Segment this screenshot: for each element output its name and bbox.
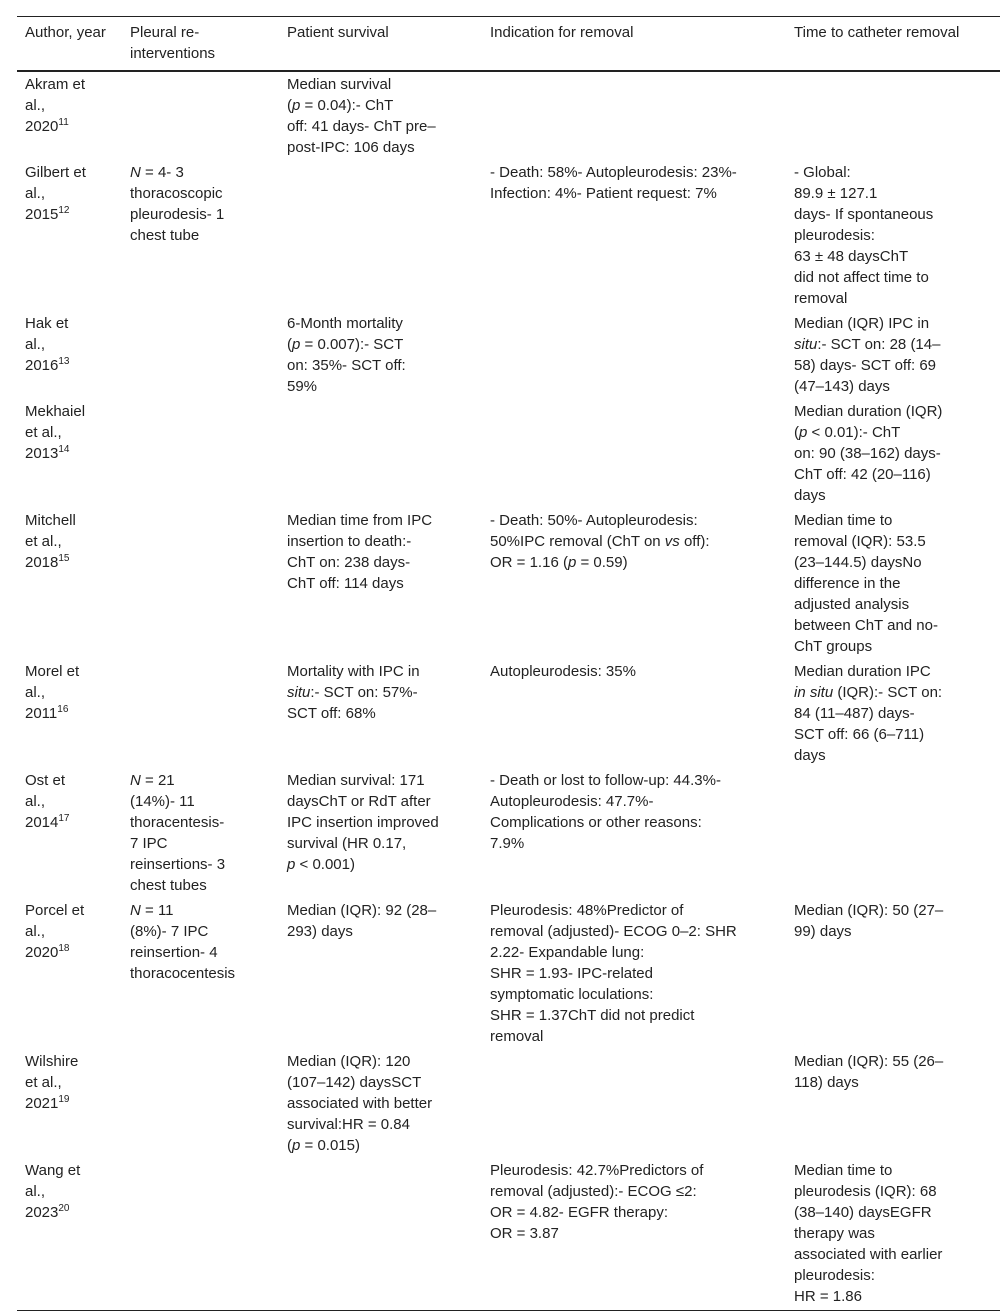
cell-line: 99) days xyxy=(794,923,852,940)
table-row xyxy=(17,399,1000,508)
cell-line: Median survival xyxy=(287,76,392,93)
cell-line: Median (IQR): 92 (28– xyxy=(287,902,437,919)
cell-time-to-catheter-removal xyxy=(786,311,1000,399)
cell-indication-for-removal xyxy=(482,508,786,659)
cell-line: reinsertion- 4 xyxy=(130,944,218,961)
cell-line: adjusted analysis xyxy=(794,596,910,613)
cell-line: (8%)- 7 IPC xyxy=(130,923,209,940)
cell-line: (p = 0.04):- ChT xyxy=(287,97,394,114)
header-patient-survival: Patient survival xyxy=(279,17,482,72)
cell-time-to-catheter-removal xyxy=(786,1049,1000,1158)
author-line xyxy=(25,921,114,942)
reference-number: 18 xyxy=(58,943,70,954)
cell-line: - Death: 58%- Autopleurodesis: 23%- xyxy=(490,164,737,181)
cell-line: SHR = 1.37ChT did not predict xyxy=(490,1007,695,1024)
author-line xyxy=(25,552,114,573)
cell-time-to-catheter-removal xyxy=(786,1158,1000,1311)
author-text: Gilbert et xyxy=(25,164,86,181)
table-row xyxy=(17,71,1000,160)
cell-line: (p = 0.015) xyxy=(287,1137,360,1154)
author-text: 2021 xyxy=(25,1095,59,1112)
cell-line: removal (IQR): 53.5 xyxy=(794,533,926,550)
reference-number: 11 xyxy=(58,117,69,128)
cell-pleural-reinterventions xyxy=(122,1158,279,1311)
cell-line: on: 35%- SCT off: xyxy=(287,357,406,374)
author-text: Wilshire xyxy=(25,1053,79,1070)
cell-line: situ:- SCT on: 57%- xyxy=(287,684,418,701)
cell-pleural-reinterventions xyxy=(122,659,279,768)
cell-patient-survival xyxy=(279,399,482,508)
cell-line: chest tubes xyxy=(130,877,207,894)
table-row xyxy=(17,1158,1000,1311)
cell-line: in situ (IQR):- SCT on: xyxy=(794,684,943,701)
author-line xyxy=(25,1051,114,1072)
reference-number: 14 xyxy=(58,444,70,455)
reference-number: 20 xyxy=(58,1203,70,1214)
cell-line: 89.9 ± 127.1 xyxy=(794,185,878,202)
cell-line: symptomatic loculations: xyxy=(490,986,654,1003)
cell-line: 7.9% xyxy=(490,835,525,852)
author-text: 2018 xyxy=(25,554,59,571)
cell-line: Median (IQR): 120 xyxy=(287,1053,411,1070)
cell-line: ChT off: 114 days xyxy=(287,575,404,592)
cell-line: Pleurodesis: 42.7%Predictors of xyxy=(490,1162,704,1179)
cell-pleural-reinterventions xyxy=(122,311,279,399)
reference-number: 16 xyxy=(57,704,69,715)
cell-line: 63 ± 48 daysChT xyxy=(794,248,909,265)
cell-line: 58) days- SCT off: 69 xyxy=(794,357,937,374)
header-indication-for-removal: Indication for removal xyxy=(482,17,786,72)
cell-author-year xyxy=(17,71,122,160)
author-line xyxy=(25,531,114,552)
cell-line: survival (HR 0.17, xyxy=(287,835,407,852)
cell-line: associated with earlier xyxy=(794,1246,943,1263)
cell-line: removal (adjusted):- ECOG ≤2: xyxy=(490,1183,697,1200)
author-text: Wang et xyxy=(25,1162,81,1179)
header-pleural-reinterventions: Pleural re-interventions xyxy=(122,17,279,72)
cell-line: Median time from IPC xyxy=(287,512,433,529)
author-text: al., xyxy=(25,97,46,114)
cell-author-year xyxy=(17,659,122,768)
cell-line: OR = 3.87 xyxy=(490,1225,559,1242)
cell-line: on: 90 (38–162) days- xyxy=(794,445,941,462)
reference-number: 19 xyxy=(58,1094,70,1105)
cell-author-year xyxy=(17,1158,122,1311)
cell-line: N = 4- 3 xyxy=(130,164,184,181)
cell-line: Median duration IPC xyxy=(794,663,931,680)
table-container xyxy=(17,16,1000,1311)
author-line xyxy=(25,510,114,531)
cell-line: insertion to death:- xyxy=(287,533,412,550)
cell-line: pleurodesis: xyxy=(794,227,875,244)
author-text: al., xyxy=(25,923,46,940)
cell-patient-survival xyxy=(279,508,482,659)
author-text: Morel et xyxy=(25,663,80,680)
cell-indication-for-removal xyxy=(482,160,786,311)
author-line xyxy=(25,1160,114,1181)
cell-patient-survival xyxy=(279,1049,482,1158)
author-line xyxy=(25,355,114,376)
cell-line: (p = 0.007):- SCT xyxy=(287,336,404,353)
cell-indication-for-removal xyxy=(482,1049,786,1158)
cell-indication-for-removal xyxy=(482,659,786,768)
cell-patient-survival xyxy=(279,160,482,311)
cell-indication-for-removal xyxy=(482,768,786,898)
cell-line: thoracoscopic xyxy=(130,185,223,202)
cell-line: 6-Month mortality xyxy=(287,315,403,332)
author-text: al., xyxy=(25,793,46,810)
author-text: 2020 xyxy=(25,118,59,135)
author-text: al., xyxy=(25,1183,46,1200)
cell-line: chest tube xyxy=(130,227,200,244)
cell-line: (38–140) daysEGFR xyxy=(794,1204,932,1221)
author-line xyxy=(25,791,114,812)
header-author-year: Author, year xyxy=(17,17,122,72)
cell-line: HR = 1.86 xyxy=(794,1288,862,1305)
cell-line: removal xyxy=(794,290,848,307)
cell-line: days xyxy=(794,487,826,504)
author-line xyxy=(25,1093,114,1114)
cell-pleural-reinterventions xyxy=(122,768,279,898)
author-line xyxy=(25,162,114,183)
reference-number: 17 xyxy=(58,813,70,824)
author-line xyxy=(25,95,114,116)
cell-line: Median time to xyxy=(794,512,893,529)
author-text: Akram et xyxy=(25,76,86,93)
author-line xyxy=(25,661,114,682)
author-line xyxy=(25,900,114,921)
author-line xyxy=(25,1181,114,1202)
cell-line: Autopleurodesis: 35% xyxy=(490,663,636,680)
cell-pleural-reinterventions xyxy=(122,508,279,659)
cell-line: Infection: 4%- Patient request: 7% xyxy=(490,185,717,202)
cell-line: survival:HR = 0.84 xyxy=(287,1116,410,1133)
cell-line: - Death or lost to follow-up: 44.3%- xyxy=(490,772,721,789)
cell-line: did not affect time to xyxy=(794,269,929,286)
cell-line: IPC insertion improved xyxy=(287,814,439,831)
author-text: al., xyxy=(25,336,46,353)
table-row xyxy=(17,768,1000,898)
author-text: 2013 xyxy=(25,445,59,462)
cell-author-year xyxy=(17,768,122,898)
author-line xyxy=(25,313,114,334)
cell-patient-survival xyxy=(279,768,482,898)
cell-line: (47–143) days xyxy=(794,378,890,395)
author-line xyxy=(25,183,114,204)
cell-line: daysChT or RdT after xyxy=(287,793,431,810)
author-line xyxy=(25,770,114,791)
cell-line: OR = 4.82- EGFR therapy: xyxy=(490,1204,668,1221)
cell-line: thoracocentesis xyxy=(130,965,236,982)
cell-line: - Death: 50%- Autopleurodesis: xyxy=(490,512,698,529)
cell-line: between ChT and no- xyxy=(794,617,938,634)
cell-line: Complications or other reasons: xyxy=(490,814,702,831)
cell-line: Median (IQR): 50 (27– xyxy=(794,902,944,919)
author-line xyxy=(25,942,114,963)
author-line xyxy=(25,443,114,464)
author-line xyxy=(25,1072,114,1093)
cell-line: N = 11 xyxy=(130,902,174,919)
cell-line: days xyxy=(794,747,826,764)
cell-author-year xyxy=(17,399,122,508)
cell-author-year xyxy=(17,1049,122,1158)
cell-line: therapy was xyxy=(794,1225,875,1242)
cell-line: 118) days xyxy=(794,1074,859,1091)
cell-line: removal xyxy=(490,1028,544,1045)
author-text: Mitchell xyxy=(25,512,76,529)
reference-number: 12 xyxy=(58,205,70,216)
author-line xyxy=(25,401,114,422)
cell-line: OR = 1.16 (p = 0.59) xyxy=(490,554,628,571)
author-line xyxy=(25,812,114,833)
cell-time-to-catheter-removal xyxy=(786,898,1000,1049)
cell-line: SCT off: 68% xyxy=(287,705,376,722)
author-text: et al., xyxy=(25,424,62,441)
author-line xyxy=(25,334,114,355)
author-line xyxy=(25,204,114,225)
author-line xyxy=(25,422,114,443)
cell-line: Median (IQR) IPC in xyxy=(794,315,930,332)
cell-time-to-catheter-removal xyxy=(786,71,1000,160)
table-row xyxy=(17,160,1000,311)
cell-line: p < 0.001) xyxy=(287,856,355,873)
cell-author-year xyxy=(17,160,122,311)
cell-indication-for-removal xyxy=(482,1158,786,1311)
cell-indication-for-removal xyxy=(482,71,786,160)
cell-patient-survival xyxy=(279,1158,482,1311)
cell-line: Median survival: 171 xyxy=(287,772,425,789)
header-time-to-catheter-removal: Time to catheter removal xyxy=(786,17,1000,72)
cell-patient-survival xyxy=(279,898,482,1049)
cell-time-to-catheter-removal xyxy=(786,768,1000,898)
cell-line: Median (IQR): 55 (26– xyxy=(794,1053,944,1070)
table-row xyxy=(17,1049,1000,1158)
author-line xyxy=(25,703,114,724)
author-text: Mekhaiel xyxy=(25,403,86,420)
author-text: 2016 xyxy=(25,357,59,374)
author-text: Ost et xyxy=(25,772,66,789)
author-line xyxy=(25,74,114,95)
cell-line: ChT on: 238 days- xyxy=(287,554,411,571)
cell-line: Autopleurodesis: 47.7%- xyxy=(490,793,654,810)
cell-line: situ:- SCT on: 28 (14– xyxy=(794,336,941,353)
cell-line: ChT groups xyxy=(794,638,873,655)
author-line xyxy=(25,682,114,703)
author-line xyxy=(25,116,114,137)
author-text: 2011 xyxy=(25,705,58,722)
cell-line: post-IPC: 106 days xyxy=(287,139,415,156)
cell-indication-for-removal xyxy=(482,898,786,1049)
cell-line: 293) days xyxy=(287,923,353,940)
cell-time-to-catheter-removal xyxy=(786,399,1000,508)
cell-author-year xyxy=(17,311,122,399)
author-text: Porcel et xyxy=(25,902,85,919)
table-row xyxy=(17,898,1000,1049)
author-text: Hak et xyxy=(25,315,69,332)
cell-line: 2.22- Expandable lung: xyxy=(490,944,645,961)
cell-line: pleurodesis: xyxy=(794,1267,875,1284)
cell-line: reinsertions- 3 xyxy=(130,856,226,873)
author-text: 2023 xyxy=(25,1204,59,1221)
cell-patient-survival xyxy=(279,659,482,768)
cell-line: (23–144.5) daysNo xyxy=(794,554,922,571)
reference-number: 15 xyxy=(58,553,70,564)
author-text: 2014 xyxy=(25,814,59,831)
cell-line: difference in the xyxy=(794,575,901,592)
author-text: 2020 xyxy=(25,944,59,961)
cell-line: removal (adjusted)- ECOG 0–2: SHR xyxy=(490,923,737,940)
cell-author-year xyxy=(17,898,122,1049)
cell-author-year xyxy=(17,508,122,659)
author-line xyxy=(25,1202,114,1223)
cell-indication-for-removal xyxy=(482,399,786,508)
cell-line: SHR = 1.93- IPC-related xyxy=(490,965,653,982)
cell-line: Pleurodesis: 48%Predictor of xyxy=(490,902,684,919)
cell-line: (14%)- 11 xyxy=(130,793,195,810)
author-text: 2015 xyxy=(25,206,59,223)
cell-time-to-catheter-removal xyxy=(786,659,1000,768)
header-row xyxy=(17,17,1000,72)
cell-line: - Global: xyxy=(794,164,851,181)
cell-pleural-reinterventions xyxy=(122,898,279,1049)
cell-time-to-catheter-removal xyxy=(786,508,1000,659)
cell-patient-survival xyxy=(279,311,482,399)
cell-indication-for-removal xyxy=(482,311,786,399)
cell-line: associated with better xyxy=(287,1095,433,1112)
cell-line: Median duration (IQR) xyxy=(794,403,943,420)
author-text: al., xyxy=(25,684,46,701)
cell-line: N = 21 xyxy=(130,772,175,789)
cell-line: SCT off: 66 (6–711) xyxy=(794,726,925,743)
table-row xyxy=(17,659,1000,768)
cell-line: Median time to xyxy=(794,1162,893,1179)
cell-line: (p < 0.01):- ChT xyxy=(794,424,901,441)
cell-line: off: 41 days- ChT pre– xyxy=(287,118,436,135)
author-text: et al., xyxy=(25,1074,62,1091)
cell-line: (107–142) daysSCT xyxy=(287,1074,422,1091)
cell-line: ChT off: 42 (20–116) xyxy=(794,466,931,483)
reference-number: 13 xyxy=(58,356,70,367)
cell-pleural-reinterventions xyxy=(122,1049,279,1158)
table-row xyxy=(17,311,1000,399)
cell-pleural-reinterventions xyxy=(122,160,279,311)
cell-pleural-reinterventions xyxy=(122,71,279,160)
cell-line: thoracentesis- xyxy=(130,814,225,831)
cell-line: 7 IPC xyxy=(130,835,168,852)
cell-line: days- If spontaneous xyxy=(794,206,934,223)
table-body xyxy=(17,71,1000,1311)
cell-pleural-reinterventions xyxy=(122,399,279,508)
cell-line: Mortality with IPC in xyxy=(287,663,420,680)
cell-line: pleurodesis (IQR): 68 xyxy=(794,1183,937,1200)
author-text: al., xyxy=(25,185,46,202)
cell-patient-survival xyxy=(279,71,482,160)
ipc-studies-table xyxy=(17,16,1000,1311)
cell-line: 50%IPC removal (ChT on vs off): xyxy=(490,533,710,550)
cell-line: 84 (11–487) days- xyxy=(794,705,915,722)
cell-line: 59% xyxy=(287,378,318,395)
author-text: et al., xyxy=(25,533,62,550)
table-row xyxy=(17,508,1000,659)
cell-line: pleurodesis- 1 xyxy=(130,206,225,223)
cell-time-to-catheter-removal xyxy=(786,160,1000,311)
